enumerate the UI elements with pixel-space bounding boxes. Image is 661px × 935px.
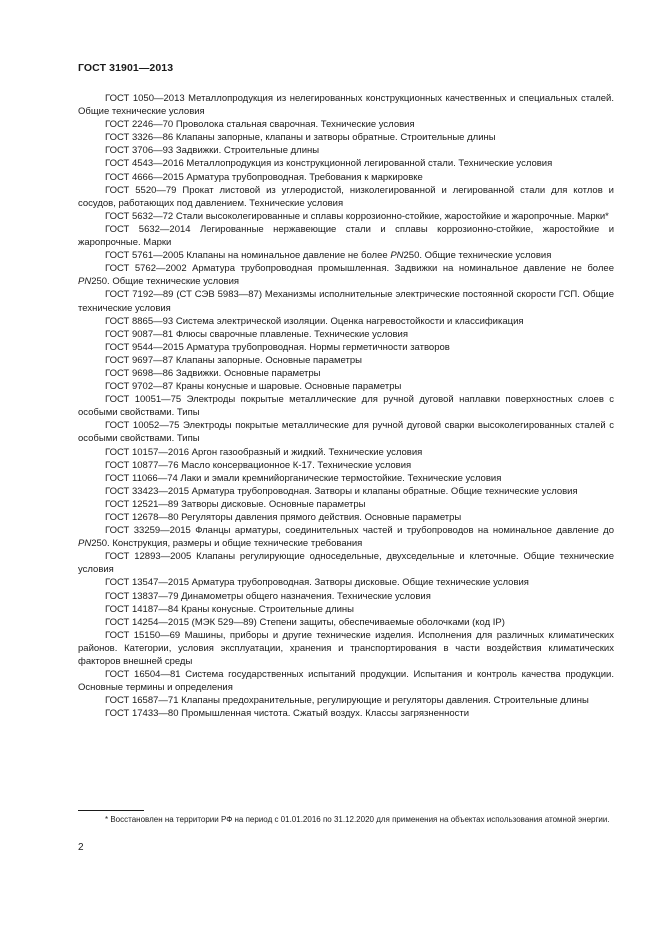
- reference-item: ГОСТ 9544—2015 Арматура трубопроводная. Нормы герметичности затворов: [105, 341, 450, 353]
- reference-item: ГОСТ 9698—86 Задвижки. Основные параметры: [105, 367, 321, 379]
- reference-item: ГОСТ 10157—2016 Аргон газообразный и жидкий. Технические условия: [105, 446, 423, 458]
- reference-item: ГОСТ 14254—2015 (МЭК 529—89) Степени защиты, обеспечиваемые оболочками (код IP): [105, 616, 505, 628]
- reference-item: ГОСТ 10877—76 Масло консервационное К-17. Технические условия: [105, 459, 412, 471]
- reference-item: ГОСТ 13547—2015 Арматура трубопроводная. Затворы дисковые. Общие технические условия: [105, 577, 529, 589]
- reference-item: ГОСТ 7192—89 (СТ СЭВ 5983—87) Механизмы исполнительные электрические постоянной скорости ГСП. Общие технические условия: [78, 289, 614, 314]
- page-header: ГОСТ 31901—2013: [78, 62, 174, 74]
- footnote-divider: [78, 810, 144, 811]
- reference-item: ГОСТ 9697—87 Клапаны запорные. Основные параметры: [105, 354, 362, 366]
- reference-item: ГОСТ 8865—93 Система электрической изоляции. Оценка нагревостойкости и классификация: [105, 315, 524, 327]
- reference-item: ГОСТ 1050—2013 Металлопродукция из нелегированных конструкционных качественных и специальных сталей. Общие технические условия: [78, 93, 614, 118]
- footnote: * Восстановлен на территории РФ на период с 01.01.2016 по 31.12.2020 для применения на объектах использования атомной энергии.: [105, 815, 610, 824]
- reference-item: ГОСТ 2246—70 Проволока стальная сварочная. Технические условия: [105, 119, 415, 131]
- reference-item: ГОСТ 16504—81 Система государственных испытаний продукции. Испытания и контроль качества продукции. Основные термины и определения: [78, 669, 614, 694]
- reference-item: ГОСТ 3326—86 Клапаны запорные, клапаны и затворы обратные. Строительные длины: [105, 132, 496, 144]
- reference-item: ГОСТ 4543—2016 Металлопродукция из конструкционной легированной стали. Технические условия: [105, 158, 553, 170]
- reference-item: ГОСТ 17433—80 Промышленная чистота. Сжатый воздух. Классы загрязненности: [105, 708, 470, 720]
- reference-item: ГОСТ 10051—75 Электроды покрытые металлические для ручной дуговой наплавки поверхностных слоев с особыми свойствами. Типы: [78, 394, 614, 419]
- reference-item: ГОСТ 16587—71 Клапаны предохранительные, регулирующие и регуляторы давления. Строительные длины: [105, 695, 589, 707]
- reference-item: ГОСТ 5762—2002 Арматура трубопроводная промышленная. Задвижки на номинальное давление не более PN250. Общие технические условия: [78, 263, 614, 288]
- reference-item: ГОСТ 12521—89 Затворы дисковые. Основные параметры: [105, 498, 366, 510]
- reference-item: ГОСТ 14187—84 Краны конусные. Строительные длины: [105, 603, 355, 615]
- reference-item: ГОСТ 12893—2005 Клапаны регулирующие односедельные, двухседельные и клеточные. Общие технические условия: [78, 551, 614, 576]
- reference-item: ГОСТ 33259—2015 Фланцы арматуры, соединительных частей и трубопроводов на номинальное давление до PN250. Конструкция, размеры и общие технические требования: [78, 525, 614, 550]
- reference-item: ГОСТ 5520—79 Прокат листовой из углеродистой, низколегированной и легированной стали для котлов и сосудов, работающих под давлением. Технические условия: [78, 184, 614, 209]
- reference-item: ГОСТ 9702—87 Краны конусные и шаровые. Основные параметры: [105, 381, 402, 393]
- reference-item: ГОСТ 9087—81 Флюсы сварочные плавленые. Технические условия: [105, 328, 409, 340]
- reference-item: ГОСТ 11066—74 Лаки и эмали кремнийорганические термостойкие. Технические условия: [105, 472, 502, 484]
- reference-item: ГОСТ 13837—79 Динамометры общего назначения. Технические условия: [105, 590, 431, 602]
- reference-item: ГОСТ 3706—93 Задвижки. Строительные длины: [105, 145, 320, 157]
- reference-item: ГОСТ 12678—80 Регуляторы давления прямого действия. Основные параметры: [105, 512, 462, 523]
- reference-item: ГОСТ 5761—2005 Клапаны на номинальное давление не более PN250. Общие технические условия: [105, 250, 552, 262]
- page-number: 2: [78, 842, 84, 853]
- reference-item: ГОСТ 5632—72 Стали высоколегированные и сплавы коррозионно-стойкие, жаростойкие и жаропрочные. Марки*: [105, 210, 609, 222]
- reference-item: ГОСТ 15150—69 Машины, приборы и другие технические изделия. Исполнения для различных климатических районов. Категории, условия эксплуатации, хранения и транспортирования в части воздействия климатических факторов внешней среды: [78, 629, 614, 668]
- reference-item: ГОСТ 33423—2015 Арматура трубопроводная. Затворы и клапаны обратные. Общие технические условия: [105, 485, 578, 497]
- reference-item: ГОСТ 4666—2015 Арматура трубопроводная. Требования к маркировке: [105, 171, 423, 183]
- reference-item: ГОСТ 10052—75 Электроды покрытые металлические для ручной дуговой сварки высоколегированных сталей с особыми свойствами. Типы: [78, 420, 614, 445]
- normative-references-list: [78, 92, 614, 721]
- reference-item: ГОСТ 5632—2014 Легированные нержавеющие стали и сплавы коррозионно-стойкие, жаростойкие и жаропрочные. Марки: [78, 223, 614, 249]
